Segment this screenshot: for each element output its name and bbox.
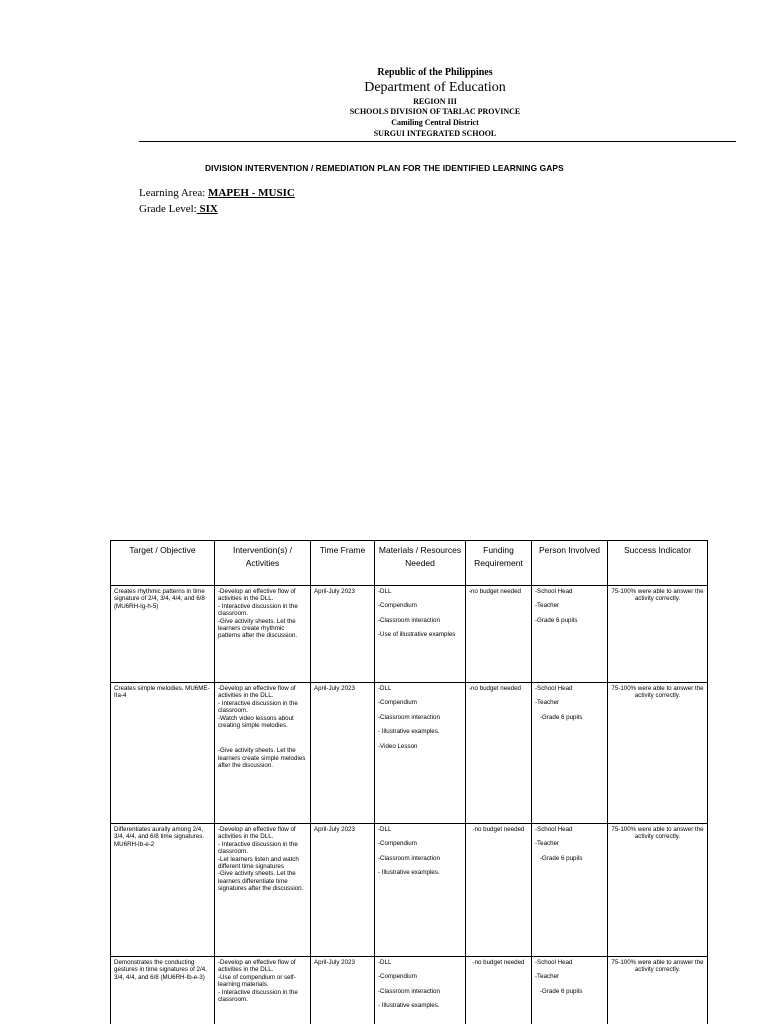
person-line: -Teacher	[535, 973, 560, 981]
cell-funding: -no budget needed	[466, 586, 532, 683]
materials-line: -Classroom interaction	[378, 854, 440, 862]
cell-target: Creates rhythmic patterns in time signature of 2/4, 3/4, 4/4, and 6/8 (MU6RH-Ig-h-5)	[111, 586, 215, 683]
materials-line: -Compendium	[378, 699, 417, 707]
table-header-row	[111, 541, 708, 586]
person-line: -School Head	[535, 685, 573, 692]
cell-funding: -no budget needed	[466, 824, 532, 957]
header-department: Department of Education	[364, 80, 506, 95]
person-line: -School Head	[535, 826, 573, 833]
intervention-line: -Develop an effective flow of activities in the DLL.	[218, 685, 296, 700]
materials-line: -DLL	[378, 588, 392, 595]
cell-target: Differentiates aurally among 2/4, 3/4, 4/4, and 6/8 time signatures. MU6RH-Ib-e-2	[111, 824, 215, 957]
intervention-line: - Interactive discussion in the classroom.	[218, 988, 298, 1004]
col-header-intervention: Intervention(s) / Activities	[215, 541, 311, 586]
col-header-person: Person Involved	[532, 541, 608, 586]
materials-line: -Use of illustrative examples	[378, 631, 456, 639]
person-line: -School Head	[535, 588, 573, 595]
materials-line: -Classroom interaction	[378, 713, 440, 721]
cell-materials	[375, 683, 466, 824]
intervention-line: - Interactive discussion in the classroom.	[218, 602, 298, 618]
cell-time-frame: April-July 2023	[311, 586, 375, 683]
col-header-success: Success Indicator	[608, 541, 708, 586]
table-row	[111, 586, 708, 683]
cell-person	[532, 683, 608, 824]
intervention-line: -Give activity sheets. Let the learners differentiate time signatures after the discussion.	[218, 870, 304, 893]
cell-intervention	[215, 957, 311, 1024]
intervention-plan-table	[110, 540, 708, 1024]
col-header-funding: Funding Requirement	[466, 541, 532, 586]
materials-line: - Illustrative examples.	[378, 1002, 440, 1010]
table-row	[111, 824, 708, 957]
col-header-target: Target / Objective	[111, 541, 215, 586]
cell-time-frame: April-July 2023	[311, 824, 375, 957]
table-row	[111, 957, 708, 1024]
person-line: -Teacher	[535, 602, 560, 610]
intervention-line: -Develop an effective flow of activities in the DLL.	[218, 588, 296, 603]
materials-line: -DLL	[378, 685, 392, 692]
plan-title: DIVISION INTERVENTION / REMEDIATION PLAN FOR THE IDENTIFIED LEARNING GAPS	[205, 163, 564, 173]
materials-line: -Classroom interaction	[378, 616, 440, 624]
intervention-line: -Give activity sheets. Let the learners create simple melodies after the discussion.	[218, 747, 306, 770]
cell-intervention	[215, 683, 311, 824]
header-division: SCHOOLS DIVISION OF TARLAC PROVINCE	[349, 107, 521, 116]
learning-area-value: MAPEH - MUSIC	[208, 187, 295, 199]
col-header-materials: Materials / Resources Needed	[375, 541, 466, 586]
header-school: SURGUI INTEGRATED SCHOOL	[373, 129, 497, 138]
intervention-line: -Use of compendium or self-learning materials.	[218, 973, 296, 989]
person-line: -Teacher	[535, 840, 560, 848]
grade-level-label: Grade Level:	[139, 203, 197, 215]
grade-level-value: SIX	[196, 203, 218, 215]
cell-success: 75-100% were able to answer the activity correctly.	[608, 683, 708, 824]
grade-level	[139, 203, 218, 215]
cell-funding: -no budget needed	[466, 957, 532, 1024]
intervention-line: -Develop an effective flow of activities in the DLL.	[218, 826, 296, 841]
person-line: -Grade 6 pupils	[540, 854, 583, 862]
cell-intervention	[215, 586, 311, 683]
materials-line: -DLL	[378, 826, 392, 833]
intervention-line: -Give activity sheets. Let the learners create rhythmic patterns after the discussion.	[218, 617, 298, 640]
header-region: REGION III	[413, 97, 457, 106]
cell-target: Creates simple melodies. MU6ME-IIa-4	[111, 683, 215, 824]
materials-line: -DLL	[378, 959, 392, 966]
materials-line: - Illustrative examples.	[378, 869, 440, 877]
materials-line: -Compendium	[378, 973, 417, 981]
cell-success: 75-100% were able to answer the activity correctly.	[608, 824, 708, 957]
header-divider	[139, 141, 736, 142]
cell-person	[532, 957, 608, 1024]
intervention-line: - Interactive discussion in the classroom.	[218, 699, 298, 715]
cell-time-frame: April-July 2023	[311, 957, 375, 1024]
materials-line: -Compendium	[378, 602, 417, 610]
intervention-line: - Interactive discussion in the classroom.	[218, 840, 298, 856]
cell-person	[532, 586, 608, 683]
intervention-line: -Develop an effective flow of activities in the DLL.	[218, 959, 296, 974]
header-republic: Republic of the Philippines	[377, 67, 493, 78]
cell-materials	[375, 957, 466, 1024]
learning-area	[139, 187, 295, 199]
intervention-line: -Watch video lessons about creating simple melodies.	[218, 714, 294, 730]
person-line: -School Head	[535, 959, 573, 966]
person-line: -Teacher	[535, 699, 560, 707]
learning-area-label: Learning Area:	[139, 187, 206, 199]
cell-success: 75-100% were able to answer the activity correctly.	[608, 957, 708, 1024]
person-line: -Grade 6 pupils	[535, 616, 578, 624]
person-line: -Grade 6 pupils	[540, 713, 583, 721]
col-header-time-frame: Time Frame	[311, 541, 375, 586]
materials-line: -Video Lesson	[378, 742, 418, 750]
header-district: Camiling Central District	[391, 118, 479, 127]
person-line: -Grade 6 pupils	[540, 987, 583, 995]
table-row	[111, 683, 708, 824]
intervention-line: -Let learners listen and watch different time signatures	[218, 855, 299, 871]
materials-line: - Illustrative examples.	[378, 728, 440, 736]
cell-target: Demonstrates the conducting gestures in time signatures of 2/4, 3/4, 4/4, and 6/8 (MU6RH-Ib-e-3)	[111, 957, 215, 1024]
cell-materials	[375, 586, 466, 683]
cell-time-frame: April-July 2023	[311, 683, 375, 824]
materials-line: -Classroom interaction	[378, 987, 440, 995]
materials-line: -Compendium	[378, 840, 417, 848]
cell-funding: -no budget needed	[466, 683, 532, 824]
cell-intervention	[215, 824, 311, 957]
cell-success: 75-100% were able to answer the activity correctly.	[608, 586, 708, 683]
cell-materials	[375, 824, 466, 957]
cell-person	[532, 824, 608, 957]
